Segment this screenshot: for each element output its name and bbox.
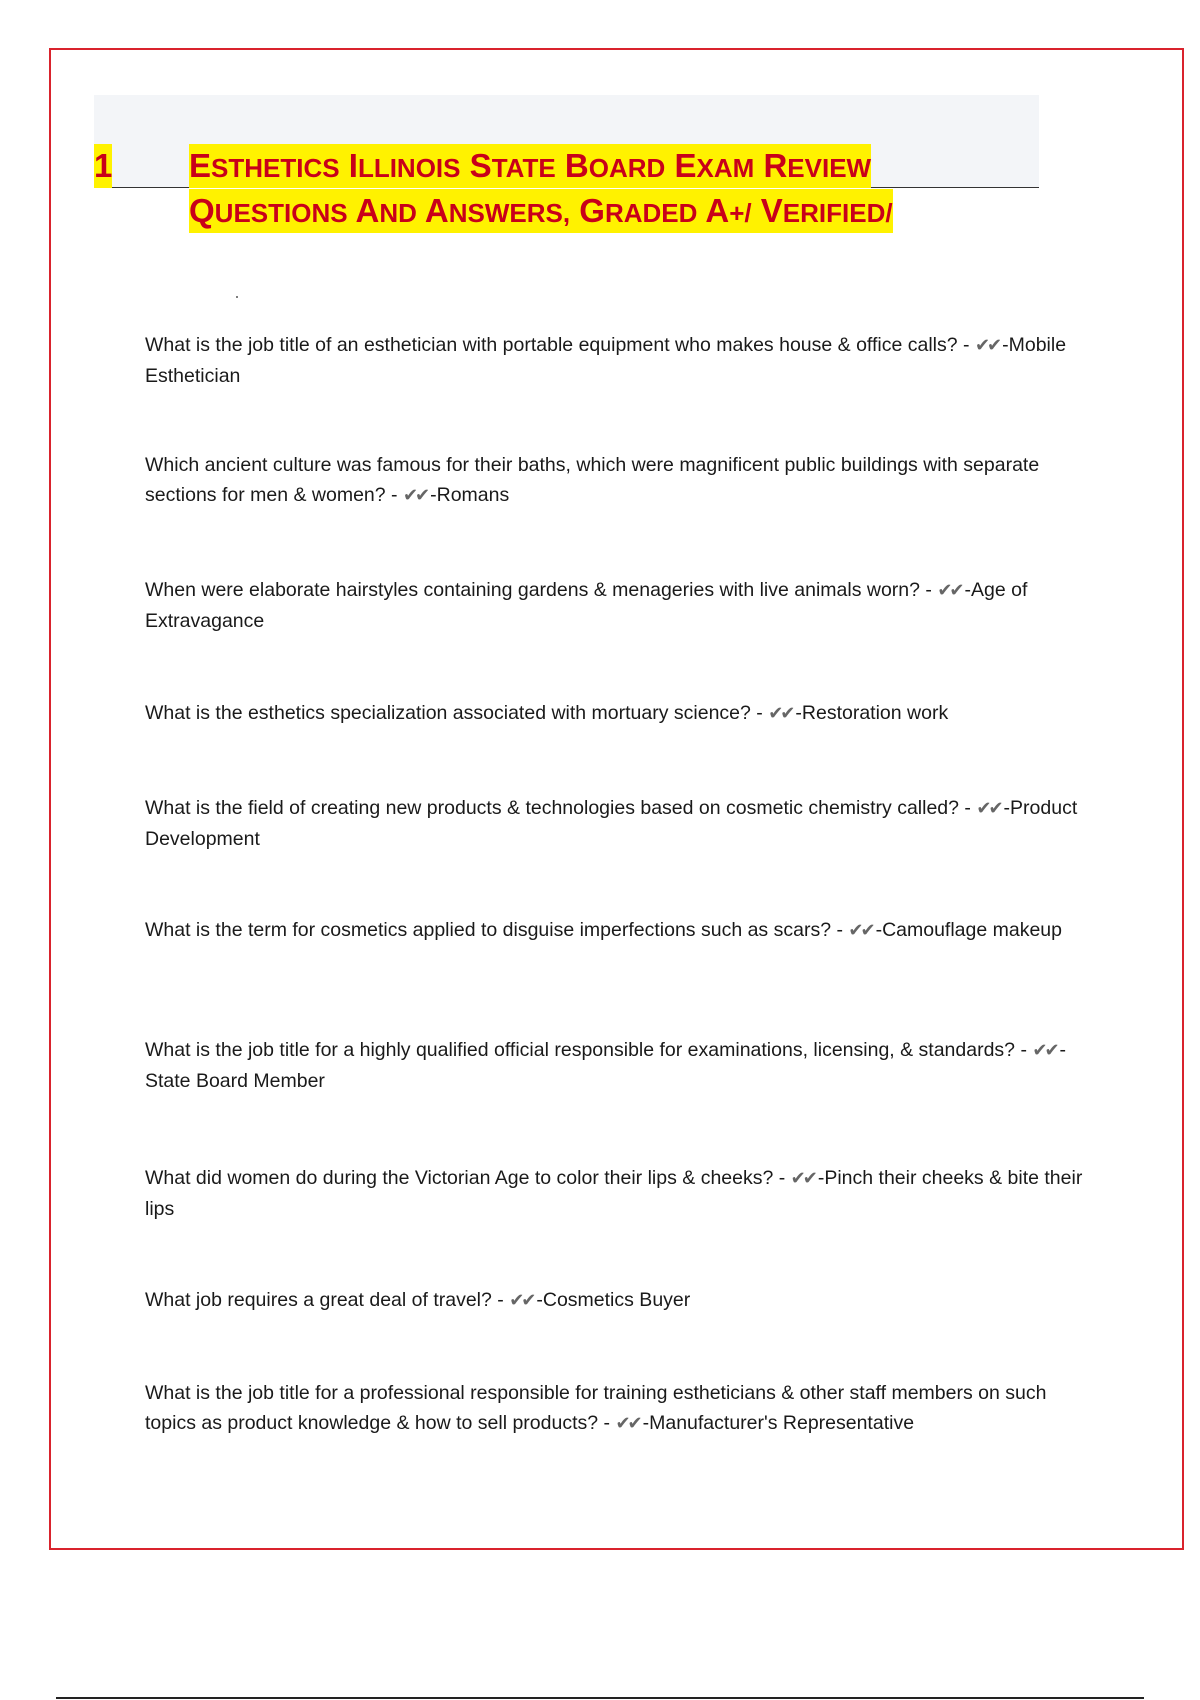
double-check-icon: ✔✔ (615, 1413, 640, 1434)
question-text: What is the field of creating new products & technologies based on cosmetic chemistry called? (145, 797, 960, 819)
answer-text: Mobile Esthetician (145, 334, 1067, 387)
double-check-icon: ✔✔ (768, 703, 793, 724)
heading-number (94, 148, 112, 185)
answer-text: Pinch their cheeks & bite their lips (145, 1167, 1083, 1220)
separator: - (1015, 1039, 1033, 1061)
heading-title-line1 (189, 148, 871, 185)
answer-text: Restoration work (801, 702, 949, 724)
answer-text: Product Development (145, 797, 1078, 850)
separator: - (773, 1167, 791, 1189)
heading-title-line2 (189, 193, 893, 230)
double-check-icon: ✔✔ (937, 580, 962, 601)
answer-dash: - (875, 919, 883, 941)
qa-item (145, 1163, 1090, 1224)
question-text: Which ancient culture was famous for their baths, which were magnificent public buildings with separate sections for men & women? (145, 454, 1040, 506)
double-check-icon: ✔✔ (402, 485, 428, 506)
answer-dash: - (536, 1289, 543, 1311)
stray-dot (236, 296, 238, 298)
double-check-icon: ✔✔ (1032, 1040, 1057, 1061)
qa-item (145, 698, 1090, 729)
answer-dash: - (430, 484, 437, 506)
question-text: What is the term for cosmetics applied to disguise imperfections such as scars? (145, 919, 832, 941)
question-text: When were elaborate hairstyles containing gardens & menageries with live animals worn? (145, 579, 920, 601)
separator: - (957, 334, 975, 356)
answer-dash: - (964, 579, 971, 601)
question-text: What is the job title of an esthetician with portable equipment who makes house & office calls? (145, 334, 958, 356)
answer-text: State Board Member (145, 1070, 325, 1092)
qa-item (145, 575, 1090, 636)
qa-item (145, 793, 1090, 854)
qa-item (145, 1035, 1090, 1096)
answer-dash: - (817, 1167, 825, 1189)
double-check-icon: ✔✔ (976, 798, 1001, 819)
separator: - (959, 797, 977, 819)
answer-text: Romans (436, 484, 510, 506)
answer-text: Cosmetics Buyer (542, 1289, 691, 1311)
answer-text: Age of Extravagance (145, 579, 1028, 632)
heading-title-line1-text: ESTHETICS ILLINOIS STATE BOARD EXAM REVIEW (189, 144, 871, 188)
answer-dash: - (795, 702, 802, 724)
double-check-icon: ✔✔ (974, 335, 1000, 356)
double-check-icon: ✔✔ (790, 1168, 815, 1189)
answer-text: Camouflage makeup (882, 919, 1062, 941)
double-check-icon: ✔✔ (848, 920, 873, 941)
qa-item (145, 1285, 1090, 1316)
bottom-rule (56, 1697, 1144, 1699)
qa-item (145, 330, 1090, 391)
question-text: What job requires a great deal of travel? (145, 1289, 492, 1311)
separator: - (385, 484, 403, 506)
separator: - (491, 1289, 510, 1311)
qa-item (145, 1378, 1090, 1439)
qa-item (145, 915, 1090, 946)
double-check-icon: ✔✔ (509, 1290, 534, 1311)
answer-dash: - (1002, 334, 1009, 356)
qa-item (145, 450, 1090, 511)
heading-number-text: 1 (94, 144, 112, 188)
answer-dash: - (1059, 1039, 1067, 1061)
answer-text: Manufacturer's Representative (649, 1412, 915, 1434)
heading-title-line2-text: QUESTIONS AND ANSWERS, GRADED A+/ VERIFIED/ (189, 189, 893, 233)
question-text: What is the job title for a professional responsible for training estheticians & other staff members on such topics as product knowledge & how to sell products? (145, 1382, 1047, 1434)
separator: - (598, 1412, 616, 1434)
question-text: What is the job title for a highly qualified official responsible for examinations, licensing, & standards? (145, 1039, 1016, 1061)
separator: - (750, 702, 769, 724)
question-text: What is the esthetics specialization associated with mortuary science? (145, 702, 751, 724)
answer-dash: - (642, 1412, 650, 1434)
separator: - (919, 579, 938, 601)
question-text: What did women do during the Victorian Age to color their lips & cheeks? (145, 1167, 774, 1189)
answer-dash: - (1003, 797, 1011, 819)
separator: - (831, 919, 849, 941)
